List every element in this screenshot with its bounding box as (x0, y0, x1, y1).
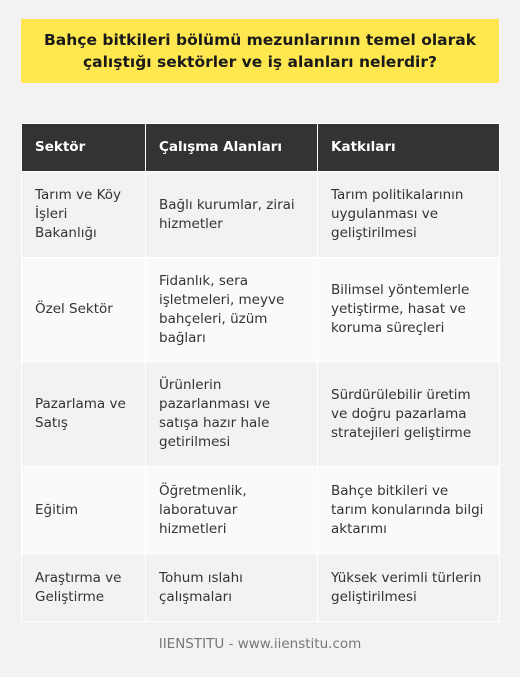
table-cell-contributions: Yüksek verimli türlerin geliştirilmesi (318, 554, 500, 622)
table-cell-contributions: Tarım politikalarının uygulanması ve geliştirilmesi (318, 172, 500, 258)
table-cell-contributions: Bahçe bitkileri ve tarım konularında bilgi aktarımı (318, 467, 500, 554)
table-cell-sector: Pazarlama ve Satış (22, 362, 146, 467)
table-cell-work-areas: Fidanlık, sera işletmeleri, meyve bahçeleri, üzüm bağları (146, 258, 318, 362)
title-banner (21, 19, 499, 83)
table-cell-sector: Tarım ve Köy İşleri Bakanlığı (22, 172, 146, 258)
table-cell-sector: Özel Sektör (22, 258, 146, 362)
table-cell-work-areas: Ürünlerin pazarlanması ve satışa hazır hale getirilmesi (146, 362, 318, 467)
table-row (22, 362, 500, 467)
column-header-contributions: Katkıları (318, 124, 500, 172)
table-cell-work-areas: Tohum ıslahı çalışmaları (146, 554, 318, 622)
table-cell-sector: Araştırma ve Geliştirme (22, 554, 146, 622)
table-row (22, 172, 500, 258)
table-cell-work-areas: Bağlı kurumlar, zirai hizmetler (146, 172, 318, 258)
table-cell-sector: Eğitim (22, 467, 146, 554)
sectors-table (21, 123, 500, 622)
table-cell-contributions: Sürdürülebilir üretim ve doğru pazarlama stratejileri geliştirme (318, 362, 500, 467)
table-cell-work-areas: Öğretmenlik, laboratuvar hizmetleri (146, 467, 318, 554)
column-header-sector: Sektör (22, 124, 146, 172)
table-header-row (22, 124, 500, 172)
table-row (22, 554, 500, 622)
footer-credit: IIENSTITU - www.iienstitu.com (158, 636, 362, 652)
table-row (22, 467, 500, 554)
column-header-work-areas: Çalışma Alanları (146, 124, 318, 172)
page-title: Bahçe bitkileri bölümü mezunlarının temel olarak çalıştığı sektörler ve iş alanları nelerdir? (43, 31, 477, 71)
table-cell-contributions: Bilimsel yöntemlerle yetiştirme, hasat ve koruma süreçleri (318, 258, 500, 362)
table-row (22, 258, 500, 362)
